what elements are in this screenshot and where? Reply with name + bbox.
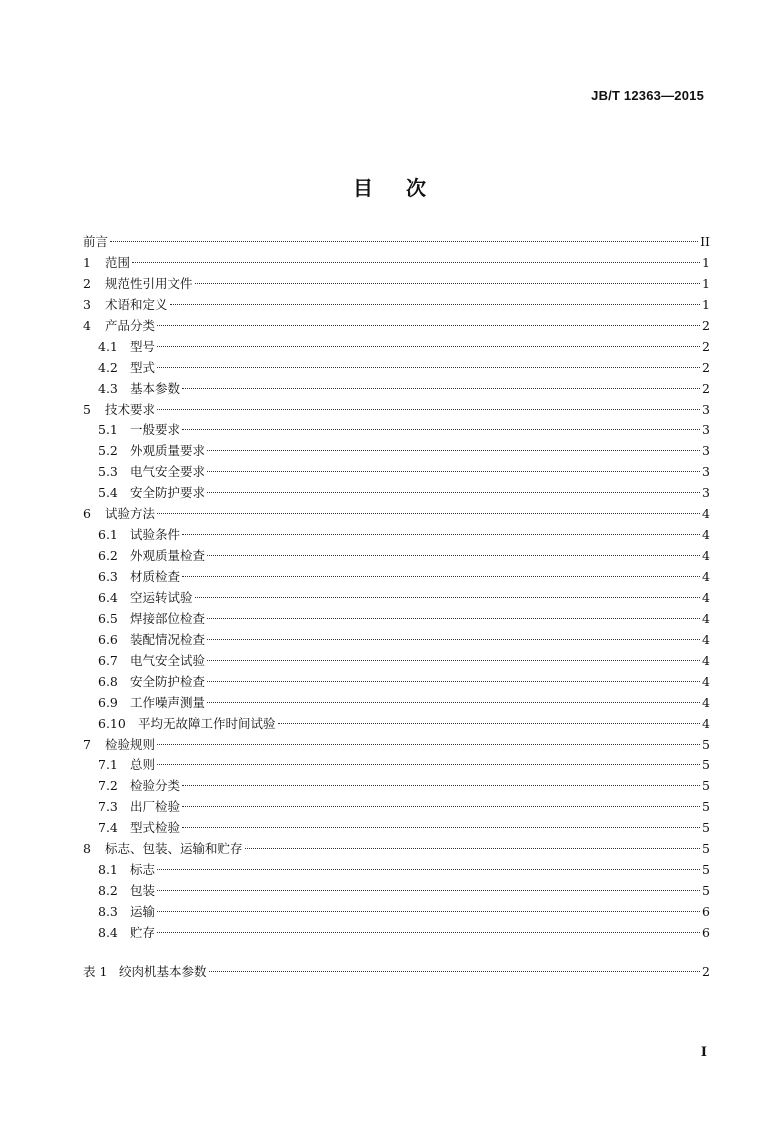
dot-leader bbox=[195, 282, 700, 284]
toc-entry-number: 5.3 bbox=[98, 464, 118, 480]
dot-leader bbox=[110, 240, 698, 242]
toc-entry-page: 4 bbox=[702, 694, 710, 710]
toc-entry-number: 8.3 bbox=[98, 904, 118, 919]
toc-entry-number: 7 bbox=[83, 736, 91, 752]
toc-entry-label: 技术要求 bbox=[105, 401, 156, 417]
toc-entry-page: 4 bbox=[702, 715, 710, 731]
toc-entry[interactable] bbox=[83, 797, 710, 818]
toc-entry[interactable] bbox=[83, 630, 710, 651]
dot-leader bbox=[157, 366, 700, 368]
toc-entry[interactable] bbox=[83, 358, 710, 379]
toc-entry-page: 4 bbox=[702, 673, 710, 689]
toc-entry[interactable] bbox=[83, 316, 710, 337]
toc-entry[interactable] bbox=[83, 504, 710, 525]
dot-leader bbox=[182, 575, 700, 577]
toc-entry[interactable] bbox=[83, 609, 710, 630]
dot-leader bbox=[207, 470, 700, 472]
toc-entry-number: 6.10 bbox=[98, 715, 126, 731]
dot-leader bbox=[157, 345, 700, 347]
toc-entry-number: 6.9 bbox=[98, 694, 118, 710]
toc-entry-label: 型式检验 bbox=[130, 820, 181, 836]
dot-leader bbox=[182, 428, 700, 430]
table-of-contents bbox=[83, 232, 710, 983]
dot-leader bbox=[170, 303, 700, 305]
toc-entry[interactable] bbox=[83, 818, 710, 839]
dot-leader bbox=[157, 889, 700, 891]
toc-entry[interactable] bbox=[83, 735, 710, 756]
toc-entry-page: 2 bbox=[702, 317, 710, 333]
toc-entry-label: 包装 bbox=[130, 883, 156, 899]
dot-leader bbox=[157, 743, 700, 745]
dot-leader bbox=[132, 261, 700, 263]
toc-entry[interactable] bbox=[83, 672, 710, 693]
dot-leader bbox=[157, 763, 700, 765]
toc-entry-page: 2 bbox=[702, 380, 710, 396]
toc-entry-label: 术语和定义 bbox=[105, 296, 168, 312]
toc-entry-number: 4.1 bbox=[98, 338, 118, 354]
toc-entry[interactable] bbox=[83, 651, 710, 672]
toc-entry[interactable] bbox=[83, 295, 710, 316]
dot-leader bbox=[182, 387, 700, 389]
toc-entry[interactable] bbox=[83, 860, 710, 881]
dot-leader bbox=[157, 931, 700, 933]
toc-entry-number: 7.3 bbox=[98, 799, 118, 815]
dot-leader bbox=[209, 970, 700, 972]
toc-entry-page: 6 bbox=[702, 904, 710, 919]
dot-leader bbox=[182, 805, 700, 807]
toc-entry-number: 6.1 bbox=[98, 527, 118, 543]
toc-entry[interactable] bbox=[83, 902, 710, 923]
toc-entry-label: 型式 bbox=[130, 359, 156, 375]
toc-entry-label: 工作噪声测量 bbox=[130, 694, 206, 710]
toc-entry-label: 安全防护要求 bbox=[130, 485, 206, 501]
dot-leader bbox=[207, 554, 700, 556]
toc-entry-page: 5 bbox=[702, 841, 710, 857]
title-part-2: 次 bbox=[405, 176, 426, 200]
toc-entry-page: 5 bbox=[702, 778, 710, 794]
toc-entry-number: 6.3 bbox=[98, 569, 118, 584]
dot-leader bbox=[157, 512, 700, 514]
toc-entry-number: 5 bbox=[83, 401, 91, 417]
toc-entry-label: 出厂检验 bbox=[130, 799, 181, 815]
toc-entry-number: 4 bbox=[83, 317, 91, 333]
toc-entry-page: 3 bbox=[702, 485, 710, 501]
toc-entry-number: 2 bbox=[83, 275, 91, 291]
toc-entry-label: 试验条件 bbox=[130, 527, 181, 543]
dot-leader bbox=[157, 324, 700, 326]
toc-entry-label: 检验规则 bbox=[105, 736, 156, 752]
toc-entry-page: 3 bbox=[702, 443, 710, 459]
toc-entry-label: 前言 bbox=[83, 234, 109, 249]
toc-entry[interactable] bbox=[83, 274, 710, 295]
toc-entry-number: 7.4 bbox=[98, 820, 118, 836]
dot-leader bbox=[182, 533, 700, 535]
page-title bbox=[0, 172, 779, 201]
toc-entry[interactable] bbox=[83, 400, 710, 421]
toc-entry-number: 5.2 bbox=[98, 443, 118, 459]
toc-entry-page: 2 bbox=[702, 963, 710, 979]
toc-entry-page: 4 bbox=[702, 569, 710, 584]
toc-entry[interactable] bbox=[83, 546, 710, 567]
toc-entry-page: 1 bbox=[702, 275, 710, 291]
toc-entry-number: 表 1 bbox=[83, 963, 108, 979]
dot-leader bbox=[207, 638, 700, 640]
dot-leader bbox=[182, 784, 700, 786]
toc-entry[interactable] bbox=[83, 714, 710, 735]
toc-entry-page: 2 bbox=[702, 338, 710, 354]
toc-entry-label: 运输 bbox=[130, 904, 156, 919]
toc-entry[interactable] bbox=[83, 755, 710, 776]
toc-entry-number: 1 bbox=[83, 254, 91, 270]
toc-entry[interactable] bbox=[83, 839, 710, 860]
toc-entry-number: 4.2 bbox=[98, 359, 118, 375]
dot-leader bbox=[157, 408, 700, 410]
toc-entry[interactable] bbox=[83, 881, 710, 902]
toc-entry-page: 5 bbox=[702, 757, 710, 773]
toc-entry-label: 安全防护检查 bbox=[130, 673, 206, 689]
toc-entry-page: 1 bbox=[702, 296, 710, 312]
toc-entry-page: 4 bbox=[702, 610, 710, 626]
page-number: I bbox=[700, 1045, 707, 1060]
toc-entry-page: 4 bbox=[702, 652, 710, 668]
toc-entry-label: 电气安全要求 bbox=[130, 464, 206, 480]
toc-entry[interactable] bbox=[83, 776, 710, 797]
toc-entry[interactable] bbox=[83, 462, 710, 483]
dot-leader bbox=[207, 617, 700, 619]
toc-entry-number: 6.5 bbox=[98, 610, 118, 626]
toc-entry-number: 6.8 bbox=[98, 673, 118, 689]
dot-leader bbox=[182, 826, 700, 828]
toc-entry[interactable] bbox=[83, 693, 710, 714]
toc-entry-page: 3 bbox=[702, 422, 710, 438]
toc-entry-label: 外观质量检查 bbox=[130, 548, 206, 564]
toc-entry-page: 3 bbox=[702, 464, 710, 480]
toc-entry-number: 5.4 bbox=[98, 485, 118, 501]
toc-entry[interactable] bbox=[83, 337, 710, 358]
dot-leader bbox=[207, 701, 700, 703]
toc-entry-page: 5 bbox=[702, 736, 710, 752]
toc-entry-label: 外观质量要求 bbox=[130, 443, 206, 459]
standard-number: JB/T 12363—2015 bbox=[591, 88, 704, 103]
toc-entry-page: 3 bbox=[702, 401, 710, 417]
toc-entry-page: 4 bbox=[702, 589, 710, 605]
toc-entry-label: 焊接部位检查 bbox=[130, 610, 206, 626]
dot-leader bbox=[157, 868, 700, 870]
dot-leader bbox=[207, 659, 700, 661]
dot-leader bbox=[157, 910, 700, 912]
toc-entry-page: 4 bbox=[702, 631, 710, 647]
toc-entry-label: 一般要求 bbox=[130, 422, 181, 438]
toc-entry-label: 标志 bbox=[130, 862, 156, 878]
toc-entry-number: 6.2 bbox=[98, 548, 118, 564]
toc-entry-label: 试验方法 bbox=[105, 506, 156, 522]
toc-entry-label: 空运转试验 bbox=[130, 589, 193, 605]
toc-entry-label: 检验分类 bbox=[130, 778, 181, 794]
dot-leader bbox=[278, 722, 700, 724]
toc-entry-label: 绞肉机基本参数 bbox=[119, 963, 207, 979]
toc-entry[interactable] bbox=[83, 567, 710, 588]
toc-entry-label: 贮存 bbox=[130, 924, 156, 940]
toc-entry-page: 1 bbox=[702, 254, 710, 270]
toc-entry-page: 4 bbox=[702, 506, 710, 522]
toc-entry-page: 4 bbox=[702, 527, 710, 543]
toc-entry-number: 7.1 bbox=[98, 757, 118, 773]
toc-entry-label: 材质检查 bbox=[130, 569, 181, 584]
toc-entry-page: 5 bbox=[702, 862, 710, 878]
dot-leader bbox=[245, 847, 700, 849]
toc-entry-label: 总则 bbox=[130, 757, 156, 773]
toc-entry[interactable] bbox=[83, 379, 710, 400]
toc-entry-number: 4.3 bbox=[98, 380, 118, 396]
toc-entry[interactable] bbox=[83, 232, 710, 253]
dot-leader bbox=[207, 449, 700, 451]
dot-leader bbox=[195, 596, 700, 598]
toc-entry-number: 6.4 bbox=[98, 589, 118, 605]
toc-entry-page: 2 bbox=[702, 359, 710, 375]
toc-entry-label: 范围 bbox=[105, 254, 131, 270]
toc-entry-number: 3 bbox=[83, 296, 91, 312]
toc-entry[interactable] bbox=[83, 420, 710, 441]
toc-entry-label: 规范性引用文件 bbox=[105, 275, 193, 291]
toc-entry-page: 5 bbox=[702, 820, 710, 836]
toc-entry-number: 7.2 bbox=[98, 778, 118, 794]
toc-entry-label: 电气安全试验 bbox=[130, 652, 206, 668]
toc-entry-number: 8.2 bbox=[98, 883, 118, 899]
dot-leader bbox=[207, 680, 700, 682]
toc-entry-label: 基本参数 bbox=[130, 380, 181, 396]
toc-entry-page: 6 bbox=[702, 924, 710, 940]
toc-entry-label: 平均无故障工作时间试验 bbox=[138, 715, 276, 731]
toc-entry[interactable] bbox=[83, 962, 710, 983]
toc-entry[interactable] bbox=[83, 253, 710, 274]
toc-entry-label: 型号 bbox=[130, 338, 156, 354]
title-part-1: 目 bbox=[353, 176, 374, 200]
toc-entry-page: 5 bbox=[702, 883, 710, 899]
toc-entry-label: 装配情况检查 bbox=[130, 631, 206, 647]
toc-entry-number: 6.7 bbox=[98, 652, 118, 668]
toc-entry[interactable] bbox=[83, 923, 710, 944]
toc-entry[interactable] bbox=[83, 588, 710, 609]
toc-entry[interactable] bbox=[83, 525, 710, 546]
dot-leader bbox=[207, 491, 700, 493]
toc-entry-number: 8 bbox=[83, 841, 91, 857]
section-gap bbox=[83, 944, 710, 962]
toc-entry-number: 8.4 bbox=[98, 924, 118, 940]
toc-entry-page: 5 bbox=[702, 799, 710, 815]
toc-entry-page: 4 bbox=[702, 548, 710, 564]
toc-entry-label: 标志、包装、运输和贮存 bbox=[105, 841, 243, 857]
toc-entry[interactable] bbox=[83, 441, 710, 462]
toc-entry[interactable] bbox=[83, 483, 710, 504]
toc-entry-number: 6 bbox=[83, 506, 91, 522]
toc-entry-number: 5.1 bbox=[98, 422, 118, 438]
toc-entry-label: 产品分类 bbox=[105, 317, 156, 333]
toc-entry-number: 8.1 bbox=[98, 862, 118, 878]
toc-entry-page: II bbox=[700, 234, 710, 249]
toc-entry-number: 6.6 bbox=[98, 631, 118, 647]
